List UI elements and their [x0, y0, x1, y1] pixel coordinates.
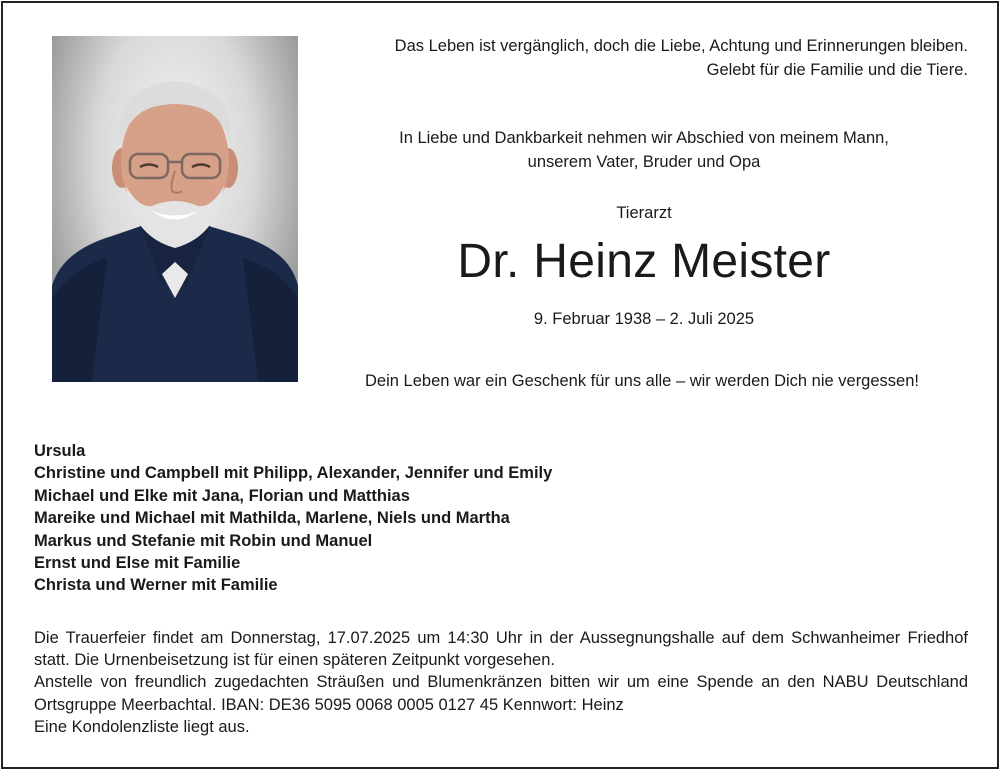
- funeral-details: [34, 627, 968, 738]
- farewell-message: Dein Leben war ein Geschenk für uns alle – wir werden Dich nie vergessen!: [365, 372, 919, 390]
- family-member: Michael und Elke mit Jana, Florian und Matthias: [34, 486, 410, 505]
- condolence-info: Eine Kondolenzliste liegt aus.: [34, 717, 250, 736]
- motto-line: Gelebt für die Familie und die Tiere.: [706, 61, 968, 79]
- intro-line: In Liebe und Dankbarkeit nehmen wir Abschied von meinem Mann,: [399, 129, 889, 147]
- donation-info: Anstelle von freundlich zugedachten Sträußen und Blumenkränzen bitten wir um eine Spende an den NABU Deutschland Ortsgruppe Meerbachtal. IBAN: DE36 5095 0068 0005 0127 45 Kennwort: Heinz: [34, 673, 968, 714]
- motto: [328, 34, 968, 82]
- deceased-name: Dr. Heinz Meister: [457, 235, 831, 288]
- family-list: [34, 440, 734, 597]
- intro-line: unserem Vater, Bruder und Opa: [527, 153, 761, 171]
- life-dates: 9. Februar 1938 – 2. Juli 2025: [533, 310, 755, 328]
- family-member: Mareike und Michael mit Mathilda, Marlene, Niels und Martha: [34, 509, 510, 528]
- family-member: Christine und Campbell mit Philipp, Alexander, Jennifer und Emily: [34, 464, 553, 483]
- portrait-photo: [52, 36, 298, 382]
- family-member: Ursula: [34, 442, 86, 460]
- family-member: Markus und Stefanie mit Robin und Manuel: [34, 531, 373, 550]
- portrait-illustration: [52, 36, 298, 382]
- family-member: Christa und Werner mit Familie: [34, 576, 278, 595]
- profession: Tierarzt: [616, 204, 672, 222]
- motto-line: Das Leben ist vergänglich, doch die Liebe, Achtung und Erinnerungen bleiben.: [394, 37, 968, 55]
- intro-text: [330, 126, 958, 174]
- family-member: Ernst und Else mit Familie: [34, 554, 241, 573]
- funeral-info: Die Trauerfeier findet am Donnerstag, 17.07.2025 um 14:30 Uhr in der Aussegnungshalle auf dem Schwanheimer Friedhof statt. Die Urnenbeisetzung ist für einen späteren Zeitpunkt vorgesehen.: [34, 629, 968, 670]
